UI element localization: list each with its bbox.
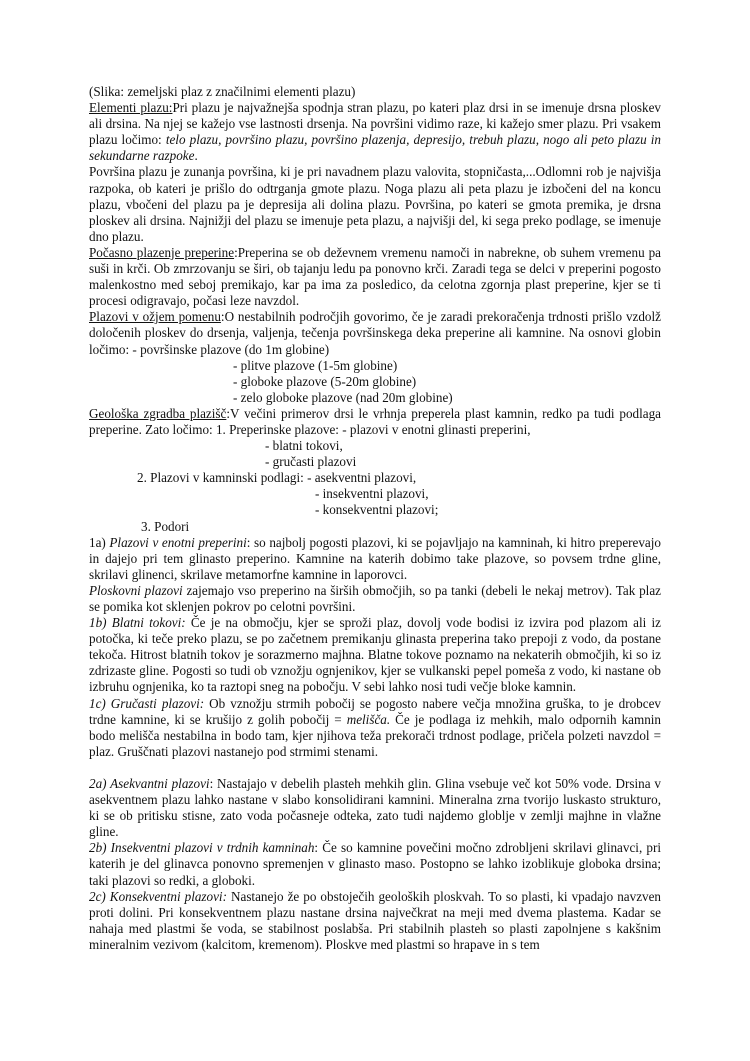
paragraph-ozjem: Plazovi v ožjem pomenu:O nestabilnih področjih govorimo, če je zaradi prekoračenja trdnosti prišlo vzdolž določenih ploskev do drsenja, valjenja, tečenja površinskega deka preperine ali kamnine. Na osnovi globin ločimo: - površinske plazove (do 1m globine): [89, 309, 661, 357]
list-item: 2. Plazovi v kamninski podlagi: - asekventni plazovi,: [137, 470, 417, 486]
heading-pocasno: Počasno plazenje preperine: [89, 244, 235, 260]
paragraph-1b: 1b) Blatni tokovi: Če je na območju, kjer se sproži plaz, dovolj vode bodisi iz izvira pod plazom ali iz potočka, ki teče preko plazu, se po začetnem premikanju glinasta preperina tako prepoji z vodo, da postane tekoča. Hitrost blatnih tokov je sorazmerno majhna. Blatne tokove poznamo na nekaterih območjih, ki so iz zdrizaste gline. Pogosti so tudi ob vznožju ognjenikov, kjer se vulkanski pepel pomeša z vodo, ki nastane ob izbruhu ognjenika, ko ta raztopi sneg na pobočju. V sebi lahko nosi tudi večje bloke kamnin.: [89, 615, 661, 695]
list-item: - blatni tokovi,: [265, 438, 343, 454]
paragraph-povrsina: Površina plazu je zunanja površina, ki je pri navadnem plazu valovita, stopničasta,...Odlomni rob je najvišja razpoka, ob kateri je prišlo do odtrganja gmote plazu. Noga plazu ali peta plazu je izbočeni del na koncu plazu, vbočeni del plazu pa je depresija ali dolina plazu. Površina, po kateri se gmota premika, je drsna ploskev ali drsina. Najnižji del plazu se imenuje peta plazu, a najvišji del, ki sega preko podlage, se imenuje dno plazu.: [89, 164, 661, 244]
heading-elementi: Elementi plazu:: [89, 100, 173, 116]
paragraph-elementi: Elementi plazu:Pri plazu je najvažnejša spodnja stran plazu, po kateri plaz drsi in se imenuje drsna ploskev ali drsina. Na njej se kažejo vse lastnosti drsenja. Na površini vidimo raze, ki kažejo smer plazu. Pri vsakem plazu ločimo: telo plazu, površino plazu, površino plazenja, depresijo, trebuh plazu, nogo ali peto plazu in sekundarne razpoke.: [89, 100, 661, 164]
heading-geoloska: Geološka zgradba plazišč: [89, 405, 227, 421]
heading-2b: 2b) Insekventni plazovi v trdnih kamninah: [89, 840, 315, 856]
heading-ploskovni: Ploskovni plazovi: [89, 582, 183, 598]
list-item: 3. Podori: [141, 518, 190, 534]
list-item: - gručasti plazovi: [265, 454, 357, 470]
list-item: - zelo globoke plazove (nad 20m globine): [233, 389, 453, 405]
list-item: - plitve plazove (1-5m globine): [233, 357, 398, 373]
figure-caption: (Slika: zemeljski plaz z značilnimi elementi plazu): [89, 84, 356, 99]
list-item: - insekventni plazovi,: [315, 486, 429, 502]
paragraph-1c: 1c) Gručasti plazovi: Ob vznožju strmih pobočij se pogosto nabere večja množina gruška, to je drobcev trdne kamnine, ki se krušijo z golih pobočij = melišča. Če je podlaga iz mehkih, malo odpornih kamnin bodo melišča nestabilna in bodo tam, kjer njihova teža prekorači trdnost podlage, pričela polzeti navzdol = plaz. Gruščnati plazovi nastanejo pod strmimi stenami.: [89, 695, 661, 759]
paragraph-2a: 2a) Asekvantni plazovi: Nastajajo v debelih plasteh mehkih glin. Glina vsebuje več kot 50% vode. Drsina v asekventnem plazu lahko nastane v slabo konsolidirani kamnini. Mineralna zrna tvorijo luskasto strukturo, ki se ob pritisku stisne, zato voda počasneje odteka, zato tudi najdemo globlje v zemlji majhne in vlažne gline.: [89, 775, 661, 840]
heading-1a: Plazovi v enotni preperini: [109, 534, 247, 550]
heading-1b: 1b) Blatni tokovi:: [89, 615, 186, 631]
paragraph-2b: 2b) Insekventni plazovi v trdnih kamninah: Če so kamnine povečini močno zdrobljeni skrilavi glinavci, pri katerih je del glinavca ponovno spremenjen v glinasto maso. Postopno se lahko izoblikuje globoka drsina; taki plazovi so redki, a globoki.: [89, 840, 661, 888]
heading-ozjem: Plazovi v ožjem pomenu: [89, 309, 221, 325]
paragraph-pocasno: Počasno plazenje preperine:Preperina se ob deževnem vremenu namoči in nabrekne, ob suhem vremenu pa suši in krči. Ob zmrzovanju se širi, ob tajanju ledu pa ponovno krči. Zaradi tega se delci v preperini pogosto malenkostno med seboj premikajo, kar pa ima za posledico, da celotna zgornja plast preperine, kjer se ti procesi odigravajo, počasi leze navzdol.: [89, 244, 661, 309]
heading-1c: 1c) Gručasti plazovi:: [89, 695, 205, 711]
paragraph-geoloska: Geološka zgradba plazišč:V večini primerov drsi le vrhnja preperela plast kamnin, redko pa tudi podlaga preperine. Zato ločimo: 1. Preperinske plazove: - plazovi v enotni glinasti preperini,: [89, 405, 661, 437]
document-body: [89, 84, 661, 953]
paragraph-ploskovni: Ploskovni plazovi zajemajo vso preperino na širših območjih, so pa tanki (debeli le nekaj metrov). Tak plaz se pomika kot sklenjen pokrov po celotni površini.: [89, 582, 661, 614]
paragraph-1a: 1a) Plazovi v enotni preperini: so najbolj pogosti plazovi, ki se pojavljajo na kamninah, ki hitro preperevajo in dajejo pri tem glinasto preperino. Kamnine na katerih dobimo take plazove, so povsem trdne gline, skrilavi glinenci, skrilave metamorfne kamnine in laporovci.: [89, 534, 661, 582]
blank-line: [89, 760, 661, 776]
list-item: - globoke plazove (5-20m globine): [233, 373, 417, 389]
heading-2a: 2a) Asekvantni plazovi: [89, 775, 210, 791]
heading-2c: 2c) Konsekventni plazovi:: [89, 888, 227, 904]
paragraph-2c: 2c) Konsekventni plazovi: Nastanejo že po obstoječih geoloških ploskvah. To so plasti, ki vpadajo navzven proti dolini. Pri konsekventnem plazu nastane drsina največkrat na meji med dvema plastema. Kadar se nahaja med plastmi še voda, se stabilnost poslabša. Pri stabilnih plasteh so plasti zapolnjene s kakšnim mineralnim vezivom (kalcitom, kremenom). Ploskve med plastmi so hrapave in s tem: [89, 888, 661, 952]
list-item: - konsekventni plazovi;: [315, 502, 439, 518]
